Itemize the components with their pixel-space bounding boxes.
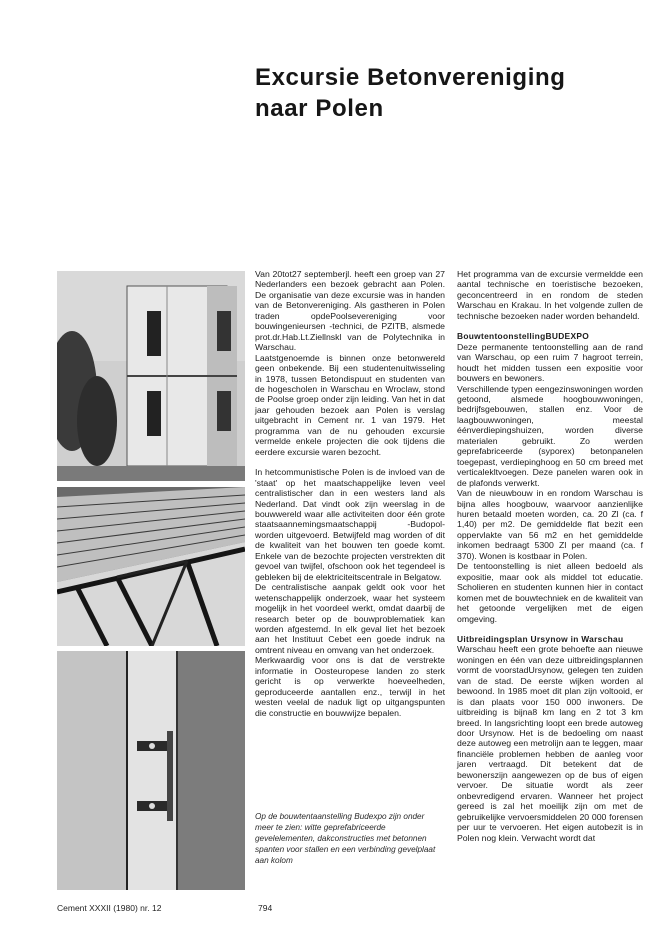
paragraph: Warschau heeft een grote behoefte aan nieuwe woningen en één van deze uitbreidingsplannen vormt de voorstadUrsynow, gelegen ten zuiden van de stad. De eerste wijken worden al bewoond. In 1985 moet dit plan zijn voltooid, er is dan plaats voor 150 000 inwoners. De uitbreiding is bijna8 km lang en 2 tot 3 km breed. In langsrichting loopt een brede autoweg door Ursynow. Het is de bedoeling om naast deze autoweg een metrolijn aan te leggen, maar financiële problemen hebben de aanleg voor jaren vertraagd. Dit betekent dat de bewonerszijn aangewezen op de bus of eigen vervoer. De situatie wordt als zeer onbevredigend ervaren. Wanneer het project gereed is zal het moeilijk zijn om met de gebruikelijke vervoersmiddelen 20 000 forensen per uur te vervoeren. Het eigen autobezit is in Polen nog klein. Verwacht wordt dat <box>457 644 643 843</box>
photo-roof-trusses <box>57 487 245 646</box>
paragraph: Deze permanente tentoonstelling aan de rand van Warschau, op een ruim 7 hagroot terrein, houdt het midden tussen een expositie voor bouwers en bewoners. <box>457 341 643 384</box>
photo-panel-connection <box>57 651 245 890</box>
page-number: 794 <box>258 903 273 913</box>
paragraph: Van 20tot27 septemberjl. heeft een groep van 27 Nederlanders een bezoek gebracht aan Polen. De organisatie van deze excursie was in handen van de Betonvereniging. Als gastheren in Polen traden opdePoolsevereniging voor bouwingenieursen -technici, de PZITB, alsmede prot.dr.Hab.Lt.Ziellnskl van de Polytechnika in Warschau. <box>255 269 445 353</box>
paragraph: Het programma van de excursie vermeldde een aantal technische en toeristische bezoeken, geconcentreerd in en rondom de steden Warschau en Krakau. In het volgende zullen de technische bezoeken nader worden behandeld. <box>457 269 643 321</box>
paragraph: Laatstgenoemde is binnen onze betonwereld geen onbekende. Bij een studentenuitwisseling in 1978, tussen Betondispuut en studenten van de hogescholen in Warschau en Wroclaw, stond de Poolse groep onder zijn leiding. Van het in dat jaar gehouden bezoek aan Polen is verslag uitgebracht in Cement nr. 1 van 1979. Het programma van de nu gehouden excursie vermelde enkele projecten die ook tijdens die eerdere excursie waren bezocht. <box>255 352 445 457</box>
title-line-2: naar Polen <box>255 95 384 122</box>
paragraph: De centralistische aanpak geldt ook voor het wetenschappelijk onderzoek, waar het systeem mogelijk in het voordeel werkt, omdat daarbij de research beter op de bouwproblematiek kan worden afgestemd. In elk geval liet het bezoek aan het Instituut Cebet een goede indruk na omtrent niveau en omvang van het onderzoek. <box>255 582 445 655</box>
section-heading: BouwtentoonstellingBUDEXPO <box>457 331 590 342</box>
article-column-2 <box>457 269 643 843</box>
title-line-1: Excursie Betonvereniging <box>255 64 566 91</box>
article-column-1 <box>255 269 445 718</box>
article-title <box>255 62 655 124</box>
paragraph: In hetcommunistische Polen is de invloed van de 'staat' op het maatschappelijke leven veel centralistischer dan in een westers land als Nederland. Dat vindt ook zijn weerslag in de bouwwereld waar alle activiteiten door één grote staatsaannemingsmaatschappij -Budopol- worden uitgevoerd. Betwijfeld mag worden of dit de kwaliteit van het bouwen ten goede komt. Enkele van de bezochte projecten verstrekten dit gevoel van twijfel, ofschoon ook het tegendeel is gebleken bij de elektriciteitscentrale in Belgatow. <box>255 467 445 582</box>
journal-reference: Cement XXXII (1980) nr. 12 <box>57 903 162 913</box>
photo-prefab-building <box>57 271 245 481</box>
paragraph: Van de nieuwbouw in en rondom Warschau is bijna alles hoogbouw, waarvoor aanzienlijke huren betaald moeten worden, ca. 20 Zl (ca. f 1,40) per m2. De gemiddelde flat bezit een oppervlakte van 56 m2 en het gemiddelde inkomen bedraagt 5300 Zl per maand (ca. f 370). Wonen is kostbaar in Polen. <box>457 488 643 561</box>
paragraph: De tentoonstelling is niet alleen bedoeld als expositie, maar ook als middel tot educatie. Scholieren en studenten kunnen hier in contact komen met de bouwtechniek en de kwaliteit van het getoonde vergelijken met de eigen omgeving. <box>457 561 643 624</box>
figure-caption: Op de bouwtentaanstelling Budexpo zijn onder meer te zien: witte geprefabriceerde gevelelementen, dakconstructies met betonnen spanten voor stallen en een verbinding gevelplaat aan kolom <box>255 812 436 865</box>
paragraph: Merkwaardig voor ons is dat de verstrekte informatie in Oosteuropese landen zo sterk gericht is op verwerkte hoeveelheden, geproduceerde aantallen enz., terwijl in het westen veelal de naduk ligt op uitgangspunten die constructie en bouwwijze bepalen. <box>255 655 445 718</box>
paragraph: Verschillende typen eengezinswoningen worden getoond, alsmede hoogbouwwoningen, bedrijfsgebouwen, stallen enz. Voor de laagbouwwoningen, meestal éénverdiepingshuizen, worden diverse materialen gebruikt. Zo werden geprefabriceerde (syporex) betonpanelen toegepast, verdiepinghoog en 50 cm breed met verticalekltvoegen. Deze panelen waren ook in de plafonds verwerkt. <box>457 383 643 488</box>
section-heading: Uitbreidingsplan Ursynow in Warschau <box>457 633 624 644</box>
